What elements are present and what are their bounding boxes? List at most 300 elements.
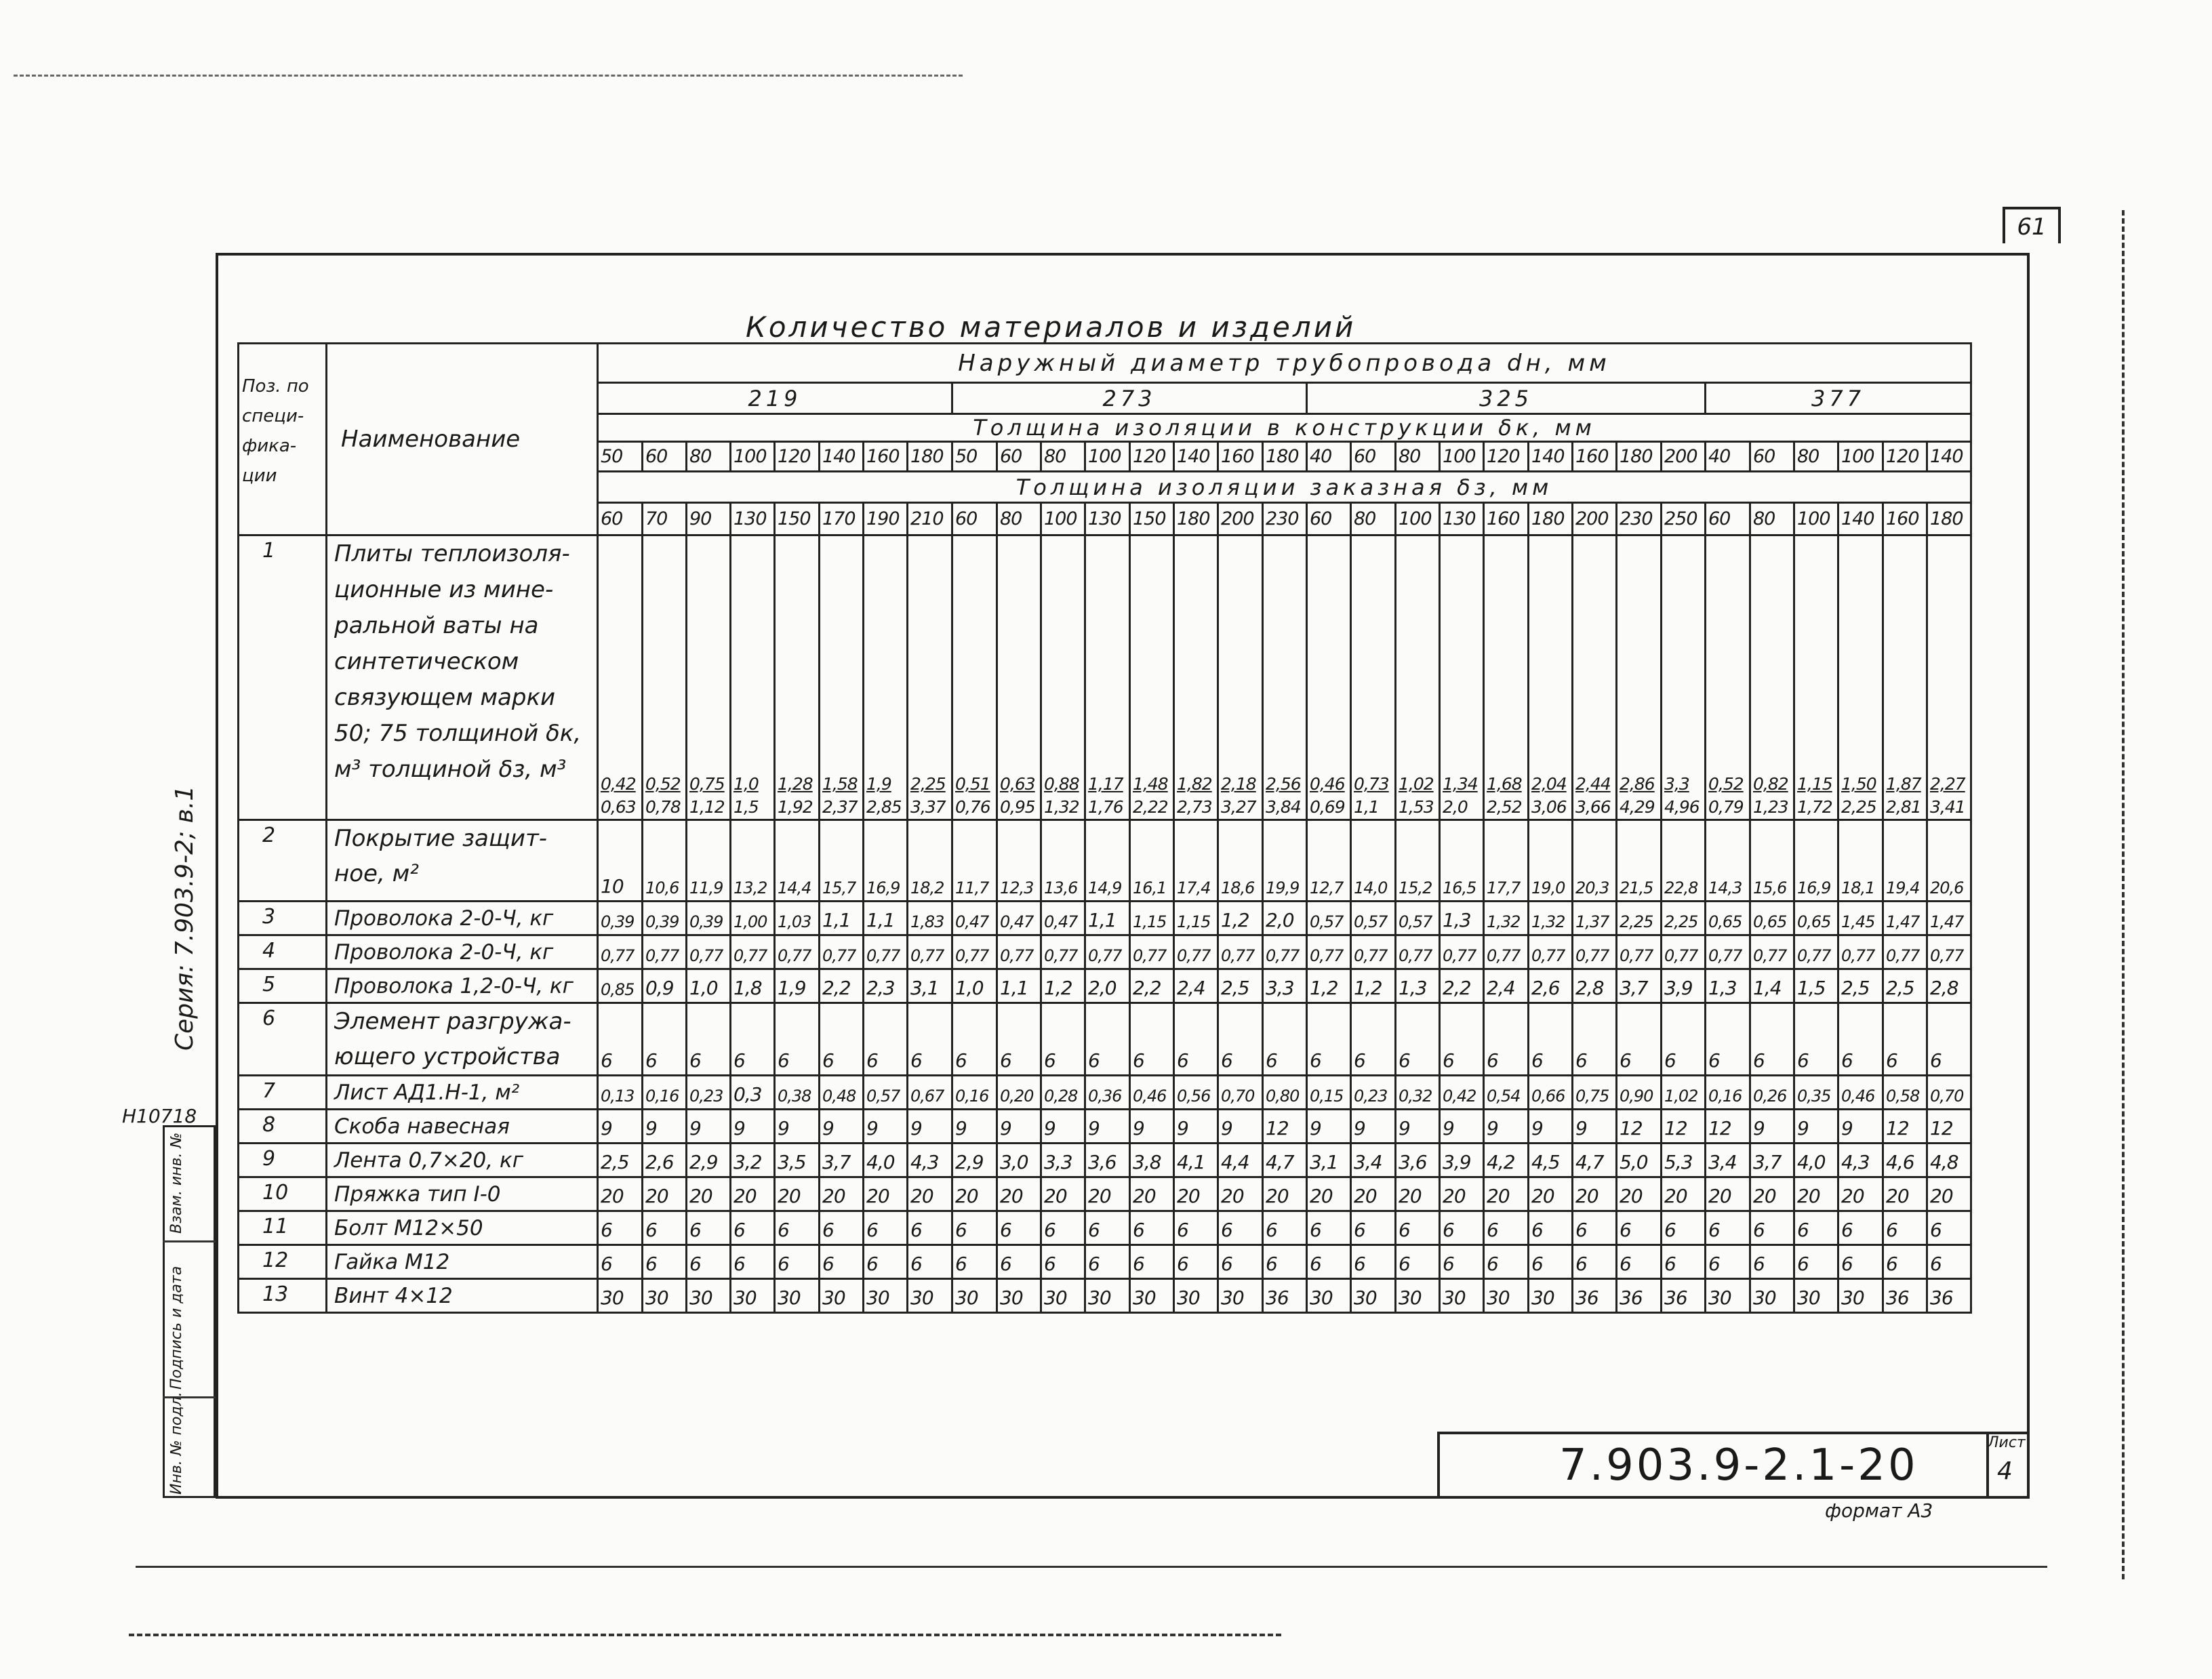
- row-value: 20: [1750, 1177, 1794, 1211]
- row-value: 2,6: [1529, 969, 1573, 1003]
- row-value: 30: [1484, 1279, 1529, 1313]
- row-value: 6: [1617, 1211, 1662, 1245]
- table-row: [239, 1245, 1971, 1279]
- row-pos: 3: [239, 902, 327, 935]
- value-dz: 1,92: [778, 797, 813, 817]
- row-value: 12: [1927, 1110, 1971, 1144]
- document-code: 7.903.9-2.1-20: [1559, 1440, 1918, 1491]
- row-value: 1,8: [731, 969, 775, 1003]
- header-dk: 80: [687, 442, 731, 472]
- row-value: 9: [1750, 1110, 1794, 1144]
- row-value: 0,48: [820, 1076, 864, 1110]
- row-value: 1,3: [1396, 969, 1440, 1003]
- row-value: 1,37: [1573, 902, 1617, 935]
- row-value: 3,1: [908, 969, 952, 1003]
- row-value: 20: [820, 1177, 864, 1211]
- row-value: 1,03: [775, 902, 820, 935]
- row-value: 30: [1750, 1279, 1794, 1313]
- row-value: 1,15: [1174, 902, 1218, 935]
- row-value: 6: [1307, 1211, 1351, 1245]
- header-dz: 70: [643, 503, 687, 535]
- row-value: 0,46: [1130, 1076, 1174, 1110]
- row-value: 20: [643, 1177, 687, 1211]
- table-row: [239, 1211, 1971, 1245]
- row-value: 6: [1440, 1211, 1484, 1245]
- row-value: 9: [1794, 1110, 1838, 1144]
- row-value: 6: [731, 1211, 775, 1245]
- row-value: 20: [598, 1177, 643, 1211]
- side-label-inventory: Инв. № подл.: [168, 1392, 185, 1495]
- value-dk: 1,9: [866, 774, 891, 794]
- row-value: 6: [1218, 1245, 1263, 1279]
- row-value: 20: [997, 1177, 1041, 1211]
- row-value: 30: [1794, 1279, 1838, 1313]
- row-value: 20: [1706, 1177, 1750, 1211]
- row-value: 30: [864, 1279, 908, 1313]
- row-value: 12,7: [1307, 820, 1351, 902]
- row-value: 20: [1351, 1177, 1396, 1211]
- row-value: 20: [1794, 1177, 1838, 1211]
- header-dz: 160: [1484, 503, 1529, 535]
- row-value: 6: [775, 1003, 820, 1076]
- row-value: 20: [1307, 1177, 1351, 1211]
- header-dz: 80: [1351, 503, 1396, 535]
- header-dk: 80: [1794, 442, 1838, 472]
- row-value: 2,8: [1927, 969, 1971, 1003]
- format-label: формат А3: [1825, 1499, 1933, 1522]
- header-dk: 50: [598, 442, 643, 472]
- row-value: 13,6: [1041, 820, 1085, 902]
- value-dk: 1,0: [733, 774, 759, 794]
- value-dz: 2,81: [1886, 797, 1921, 817]
- row-name: Проволока 2-0-Ч, кг: [327, 935, 598, 969]
- table-row: [239, 1076, 1971, 1110]
- row-value: 0,57: [1351, 902, 1396, 935]
- row-name: Гайка М12: [327, 1245, 598, 1279]
- row-value: 6: [1573, 1003, 1617, 1076]
- row-value: 2,9: [952, 1144, 997, 1177]
- row-value: 6: [1351, 1003, 1396, 1076]
- value-dk: 1,48: [1133, 774, 1168, 794]
- row-name: Скоба навесная: [327, 1110, 598, 1144]
- value-dz: 2,37: [822, 797, 858, 817]
- row-value: 6: [1662, 1211, 1706, 1245]
- row-value: 18,2: [908, 820, 952, 902]
- header-dk: 140: [820, 442, 864, 472]
- row-value: [997, 535, 1041, 820]
- row-value: 6: [1396, 1245, 1440, 1279]
- table-row: [239, 820, 1971, 902]
- row-value: [1041, 535, 1085, 820]
- value-dk: 2,56: [1266, 774, 1301, 794]
- header-diameter-0: 219: [598, 383, 952, 414]
- row-name: Винт 4×12: [327, 1279, 598, 1313]
- header-dz: 230: [1263, 503, 1307, 535]
- value-dz: 2,52: [1487, 797, 1522, 817]
- row-value: 0,77: [1440, 935, 1484, 969]
- row-value: 0,56: [1174, 1076, 1218, 1110]
- row-value: 12: [1263, 1110, 1307, 1144]
- header-dz: 210: [908, 503, 952, 535]
- header-dz: 60: [1706, 503, 1750, 535]
- table-row: [239, 1177, 1971, 1211]
- value-dz: 2,25: [1841, 797, 1876, 817]
- row-value: 1,1: [820, 902, 864, 935]
- row-value: 6: [908, 1211, 952, 1245]
- row-value: 16,9: [864, 820, 908, 902]
- row-value: 1,9: [775, 969, 820, 1003]
- value-dk: 1,17: [1088, 774, 1123, 794]
- row-value: 14,9: [1085, 820, 1130, 902]
- row-value: 6: [997, 1245, 1041, 1279]
- row-value: 0,46: [1838, 1076, 1883, 1110]
- row-value: 0,65: [1794, 902, 1838, 935]
- value-dz: 3,37: [910, 797, 946, 817]
- row-pos: 2: [239, 820, 327, 902]
- row-value: [1573, 535, 1617, 820]
- header-dk: 50: [952, 442, 997, 472]
- row-value: 0,77: [1617, 935, 1662, 969]
- row-value: 0,13: [598, 1076, 643, 1110]
- row-value: 6: [820, 1245, 864, 1279]
- row-value: 6: [1927, 1003, 1971, 1076]
- header-dz: 160: [1883, 503, 1927, 535]
- row-value: 0,77: [1573, 935, 1617, 969]
- row-value: 20: [864, 1177, 908, 1211]
- row-value: 0,77: [1750, 935, 1794, 969]
- row-value: 20: [1085, 1177, 1130, 1211]
- row-value: [1218, 535, 1263, 820]
- row-value: 6: [1573, 1211, 1617, 1245]
- row-name: Проволока 1,2-0-Ч, кг: [327, 969, 598, 1003]
- row-value: 6: [1174, 1003, 1218, 1076]
- row-value: 6: [1838, 1003, 1883, 1076]
- row-value: 0,77: [1706, 935, 1750, 969]
- row-value: 0,77: [1396, 935, 1440, 969]
- row-value: 4,6: [1883, 1144, 1927, 1177]
- value-dk: 0,88: [1044, 774, 1079, 794]
- row-value: 15,7: [820, 820, 864, 902]
- row-value: 20: [1484, 1177, 1529, 1211]
- row-value: 20: [1130, 1177, 1174, 1211]
- row-value: 6: [731, 1245, 775, 1279]
- row-value: 0,66: [1529, 1076, 1573, 1110]
- row-value: 1,32: [1484, 902, 1529, 935]
- row-value: 1,1: [864, 902, 908, 935]
- row-value: 2,25: [1617, 902, 1662, 935]
- row-value: 2,2: [1440, 969, 1484, 1003]
- row-pos: 6: [239, 1003, 327, 1076]
- row-value: 0,77: [908, 935, 952, 969]
- row-value: 0,35: [1794, 1076, 1838, 1110]
- row-value: 6: [1794, 1245, 1838, 1279]
- row-value: 6: [687, 1245, 731, 1279]
- row-value: 4,0: [864, 1144, 908, 1177]
- row-value: 16,5: [1440, 820, 1484, 902]
- header-dz: 80: [997, 503, 1041, 535]
- row-value: 20,3: [1573, 820, 1617, 902]
- row-value: 6: [820, 1003, 864, 1076]
- row-name: Болт М12×50: [327, 1211, 598, 1245]
- row-value: 1,0: [952, 969, 997, 1003]
- row-value: 6: [997, 1211, 1041, 1245]
- row-value: 19,0: [1529, 820, 1573, 902]
- value-dz: 1,72: [1797, 797, 1832, 817]
- row-value: 30: [643, 1279, 687, 1313]
- value-dk: 0,73: [1354, 774, 1389, 794]
- row-value: 3,1: [1307, 1144, 1351, 1177]
- row-value: 3,6: [1396, 1144, 1440, 1177]
- value-dz: 4,96: [1664, 797, 1700, 817]
- row-value: 6: [1617, 1003, 1662, 1076]
- row-value: 14,4: [775, 820, 820, 902]
- row-value: 12: [1662, 1110, 1706, 1144]
- row-value: [1794, 535, 1838, 820]
- value-dz: 0,69: [1310, 797, 1345, 817]
- row-value: 6: [687, 1003, 731, 1076]
- bottom-border-line: [136, 1566, 2047, 1568]
- row-value: 6: [1041, 1245, 1085, 1279]
- row-value: 20: [1617, 1177, 1662, 1211]
- row-value: 30: [1041, 1279, 1085, 1313]
- value-dz: 1,23: [1753, 797, 1788, 817]
- row-value: 3,6: [1085, 1144, 1130, 1177]
- row-value: 6: [1484, 1245, 1529, 1279]
- row-value: 0,80: [1263, 1076, 1307, 1110]
- row-value: 9: [598, 1110, 643, 1144]
- row-value: 6: [864, 1211, 908, 1245]
- row-value: 6: [1041, 1003, 1085, 1076]
- row-value: 20: [1838, 1177, 1883, 1211]
- archive-code: Н10718: [122, 1105, 197, 1127]
- row-value: 0,16: [1706, 1076, 1750, 1110]
- row-value: 6: [908, 1003, 952, 1076]
- header-dk: 120: [775, 442, 820, 472]
- header-dz: 60: [952, 503, 997, 535]
- row-value: 20: [1529, 1177, 1573, 1211]
- header-dz: 130: [731, 503, 775, 535]
- row-value: 3,4: [1351, 1144, 1396, 1177]
- row-value: [1440, 535, 1484, 820]
- row-value: 6: [598, 1245, 643, 1279]
- row-value: 11,7: [952, 820, 997, 902]
- row-value: 6: [1529, 1211, 1573, 1245]
- row-pos: 13: [239, 1279, 327, 1313]
- row-value: 9: [864, 1110, 908, 1144]
- header-dk: 80: [1041, 442, 1085, 472]
- row-value: 30: [820, 1279, 864, 1313]
- row-value: 0,90: [1617, 1076, 1662, 1110]
- row-value: 6: [1838, 1211, 1883, 1245]
- row-value: 30: [1706, 1279, 1750, 1313]
- row-value: 16,9: [1794, 820, 1838, 902]
- value-dk: 1,15: [1797, 774, 1832, 794]
- row-value: [1484, 535, 1529, 820]
- row-value: 6: [864, 1245, 908, 1279]
- row-value: 6: [1927, 1211, 1971, 1245]
- row-value: 0,38: [775, 1076, 820, 1110]
- row-pos: 9: [239, 1144, 327, 1177]
- row-value: 15,2: [1396, 820, 1440, 902]
- row-value: 0,77: [1174, 935, 1218, 969]
- table-row: [239, 1144, 1971, 1177]
- value-dz: 3,66: [1575, 797, 1611, 817]
- row-value: [952, 535, 997, 820]
- row-value: 0,77: [1218, 935, 1263, 969]
- value-dk: 0,82: [1753, 774, 1788, 794]
- row-value: 36: [1263, 1279, 1307, 1313]
- row-value: 6: [1396, 1211, 1440, 1245]
- row-value: 0,39: [598, 902, 643, 935]
- row-value: 0,42: [1440, 1076, 1484, 1110]
- row-value: 13,2: [731, 820, 775, 902]
- row-value: 9: [687, 1110, 731, 1144]
- row-value: 0,77: [820, 935, 864, 969]
- row-value: 6: [1263, 1003, 1307, 1076]
- header-diameter-3: 377: [1706, 383, 1971, 414]
- row-value: 0,32: [1396, 1076, 1440, 1110]
- row-value: 0,16: [643, 1076, 687, 1110]
- row-value: 6: [1130, 1245, 1174, 1279]
- row-value: 20: [1662, 1177, 1706, 1211]
- value-dk: 1,68: [1487, 774, 1522, 794]
- row-value: 0,47: [997, 902, 1041, 935]
- row-value: 2,5: [1883, 969, 1927, 1003]
- row-value: 20: [952, 1177, 997, 1211]
- row-value: 4,1: [1174, 1144, 1218, 1177]
- row-value: 10,6: [643, 820, 687, 902]
- row-value: [1130, 535, 1174, 820]
- value-dk: 3,3: [1664, 774, 1689, 794]
- row-value: 0,77: [1662, 935, 1706, 969]
- row-value: [1883, 535, 1927, 820]
- row-value: 6: [1041, 1211, 1085, 1245]
- row-value: 6: [1484, 1211, 1529, 1245]
- row-value: 1,02: [1662, 1076, 1706, 1110]
- row-value: [1174, 535, 1218, 820]
- row-value: 6: [1174, 1245, 1218, 1279]
- row-value: 0,77: [997, 935, 1041, 969]
- row-value: 2,4: [1484, 969, 1529, 1003]
- row-value: 2,5: [1838, 969, 1883, 1003]
- row-value: 14,0: [1351, 820, 1396, 902]
- value-dz: 3,06: [1531, 797, 1567, 817]
- row-pos: 7: [239, 1076, 327, 1110]
- row-value: 1,2: [1218, 902, 1263, 935]
- header-dz: 250: [1662, 503, 1706, 535]
- row-value: 6: [997, 1003, 1041, 1076]
- header-dk: 180: [1263, 442, 1307, 472]
- row-value: 30: [1085, 1279, 1130, 1313]
- row-value: 20: [1573, 1177, 1617, 1211]
- row-value: 9: [1351, 1110, 1396, 1144]
- value-dk: 1,58: [822, 774, 858, 794]
- row-value: 0,57: [1396, 902, 1440, 935]
- header-dz: 130: [1440, 503, 1484, 535]
- header-dk: 80: [1396, 442, 1440, 472]
- row-value: 0,39: [643, 902, 687, 935]
- row-value: 9: [997, 1110, 1041, 1144]
- row-value: 17,4: [1174, 820, 1218, 902]
- row-pos: 5: [239, 969, 327, 1003]
- row-value: 4,4: [1218, 1144, 1263, 1177]
- row-value: 1,45: [1838, 902, 1883, 935]
- row-value: 3,9: [1440, 1144, 1484, 1177]
- row-value: 9: [820, 1110, 864, 1144]
- header-dk: 40: [1307, 442, 1351, 472]
- table-row: [239, 935, 1971, 969]
- header-dk: 160: [864, 442, 908, 472]
- row-value: 4,5: [1529, 1144, 1573, 1177]
- row-value: 0,77: [1351, 935, 1396, 969]
- row-value: 9: [1307, 1110, 1351, 1144]
- row-value: [1617, 535, 1662, 820]
- value-dz: 0,76: [955, 797, 990, 817]
- page-title: Количество материалов и изделий: [746, 310, 1356, 344]
- row-value: 6: [1573, 1245, 1617, 1279]
- list-number: 4: [1997, 1457, 2013, 1485]
- row-value: 0,23: [1351, 1076, 1396, 1110]
- row-value: 30: [1440, 1279, 1484, 1313]
- value-dz: 2,85: [866, 797, 902, 817]
- header-dk: 120: [1484, 442, 1529, 472]
- header-dz: 170: [820, 503, 864, 535]
- row-value: 0,77: [643, 935, 687, 969]
- row-value: 0,77: [952, 935, 997, 969]
- header-dk: 180: [908, 442, 952, 472]
- row-value: 6: [1396, 1003, 1440, 1076]
- row-value: 30: [952, 1279, 997, 1313]
- row-value: 30: [1218, 1279, 1263, 1313]
- row-value: [820, 535, 864, 820]
- row-value: 6: [731, 1003, 775, 1076]
- row-value: 9: [1218, 1110, 1263, 1144]
- row-value: 1,2: [1307, 969, 1351, 1003]
- value-dk: 0,52: [1708, 774, 1744, 794]
- header-dk: 100: [731, 442, 775, 472]
- value-dk: 0,51: [955, 774, 990, 794]
- row-value: 1,83: [908, 902, 952, 935]
- row-value: 9: [731, 1110, 775, 1144]
- row-value: 0,70: [1927, 1076, 1971, 1110]
- row-value: 6: [1706, 1245, 1750, 1279]
- value-dk: 0,42: [601, 774, 636, 794]
- row-value: 1,3: [1440, 902, 1484, 935]
- row-value: [908, 535, 952, 820]
- header-dz: 180: [1927, 503, 1971, 535]
- value-dz: 3,41: [1930, 797, 1965, 817]
- row-value: 1,5: [1794, 969, 1838, 1003]
- row-value: [1263, 535, 1307, 820]
- row-value: 20: [1883, 1177, 1927, 1211]
- row-value: 4,3: [1838, 1144, 1883, 1177]
- row-value: 6: [1218, 1003, 1263, 1076]
- row-value: 20: [1440, 1177, 1484, 1211]
- row-value: 6: [1085, 1245, 1130, 1279]
- row-value: 19,9: [1263, 820, 1307, 902]
- row-value: 0,77: [1130, 935, 1174, 969]
- table-row: [239, 902, 1971, 935]
- row-value: 6: [1750, 1245, 1794, 1279]
- row-value: 6: [1927, 1245, 1971, 1279]
- row-value: 0,77: [598, 935, 643, 969]
- value-dz: 1,12: [689, 797, 725, 817]
- header-dk: 60: [643, 442, 687, 472]
- row-value: 2,25: [1662, 902, 1706, 935]
- row-value: 0,77: [1529, 935, 1573, 969]
- row-value: 3,7: [1617, 969, 1662, 1003]
- row-value: 6: [1662, 1003, 1706, 1076]
